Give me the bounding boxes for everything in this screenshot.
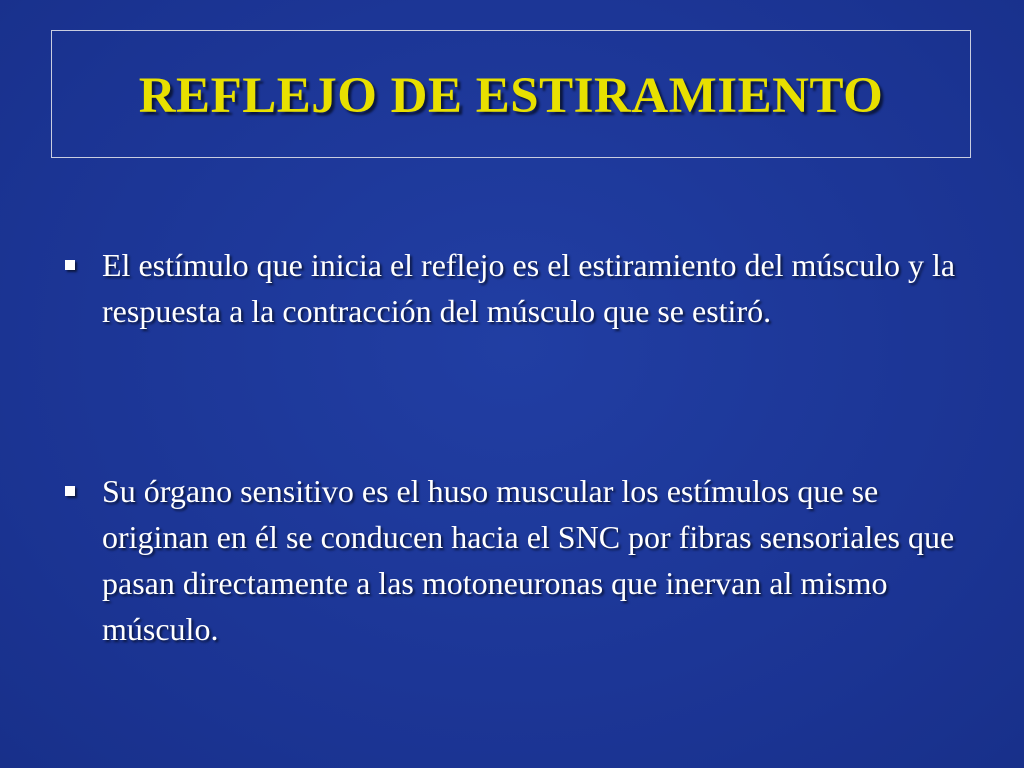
bullet-text: Su órgano sensitivo es el huso muscular los estímulos que se originan en él se conducen hacia el SNC por fibras sensoriales que pasan directamente a las motoneuronas que inervan al mismo músculo.: [102, 473, 955, 647]
bullet-item: [60, 242, 965, 334]
title-box: [51, 30, 971, 158]
bullet-text: El estímulo que inicia el reflejo es el estiramiento del músculo y la respuesta a la contracción del músculo que se estiró.: [102, 247, 956, 329]
square-bullet-icon: [65, 486, 75, 496]
bullet-list: [60, 242, 965, 652]
slide-title: REFLEJO DE ESTIRAMIENTO: [138, 67, 884, 124]
bullet-item: [60, 468, 965, 652]
square-bullet-icon: [65, 260, 75, 270]
